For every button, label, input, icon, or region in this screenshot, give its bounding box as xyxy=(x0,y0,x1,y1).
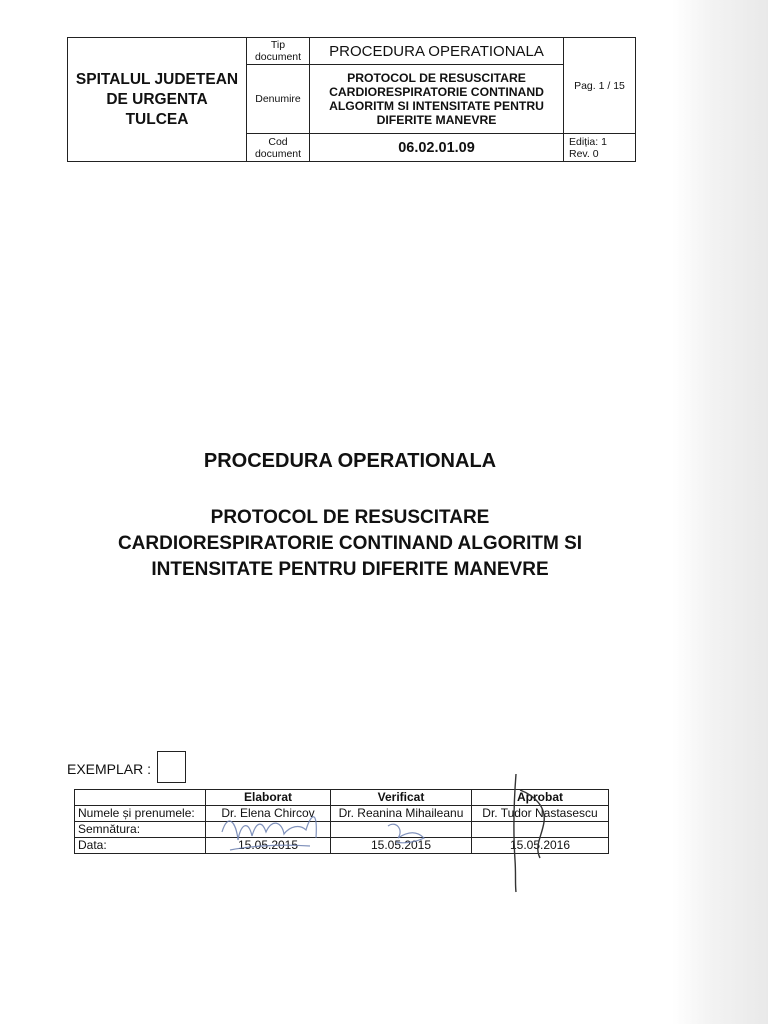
name-verificat: Dr. Reanina Mihaileanu xyxy=(331,806,472,822)
signature-header-row xyxy=(75,790,609,806)
row-label-names: Numele și prenumele: xyxy=(75,806,206,822)
row-label-date: Data: xyxy=(75,838,206,854)
name-aprobat: Dr. Tudor Nastasescu xyxy=(472,806,609,822)
exemplar-box xyxy=(157,751,186,783)
tip-document-label: Tip document xyxy=(247,38,310,65)
signature-table xyxy=(74,789,609,854)
col-verificat: Verificat xyxy=(331,790,472,806)
page-number: Pag. 1 / 15 xyxy=(564,38,636,134)
date-elaborat: 15.05.2015 xyxy=(206,838,331,854)
signature-corner-cell xyxy=(75,790,206,806)
tip-document-value: PROCEDURA OPERATIONALA xyxy=(310,38,564,65)
col-elaborat: Elaborat xyxy=(206,790,331,806)
exemplar-label: EXEMPLAR : xyxy=(67,761,152,777)
denumire-label: Denumire xyxy=(247,65,310,134)
date-verificat: 15.05.2015 xyxy=(331,838,472,854)
signature-verificat xyxy=(331,822,472,838)
signature-elaborat xyxy=(206,822,331,838)
hospital-name: SPITALUL JUDETEAN DE URGENTA TULCEA xyxy=(68,38,247,162)
denumire-value: PROTOCOL DE RESUSCITARE CARDIORESPIRATORIE CONTINAND ALGORITM SI INTENSITATE PENTRU DIFERITE MANEVRE xyxy=(310,65,564,134)
name-elaborat: Dr. Elena Chircov xyxy=(206,806,331,822)
cod-document-value: 06.02.01.09 xyxy=(310,134,564,162)
header-table xyxy=(67,37,636,162)
row-label-signature: Semnătura: xyxy=(75,822,206,838)
col-aprobat: Aprobat xyxy=(472,790,609,806)
signature-row-names xyxy=(75,806,609,822)
signature-row-signatures xyxy=(75,822,609,838)
document-subtitle: PROTOCOL DE RESUSCITARE CARDIORESPIRATORIE CONTINAND ALGORITM SI INTENSITATE PENTRU DIFERITE MANEVRE xyxy=(117,507,583,580)
date-aprobat: 15.05.2016 xyxy=(472,838,609,854)
cod-document-label: Cod document xyxy=(247,134,310,162)
edition-info: Ediția: 1 Rev. 0 xyxy=(564,134,636,162)
signature-aprobat xyxy=(472,822,609,838)
signature-row-dates xyxy=(75,838,609,854)
document-title: PROCEDURA OPERATIONALA xyxy=(203,450,497,472)
